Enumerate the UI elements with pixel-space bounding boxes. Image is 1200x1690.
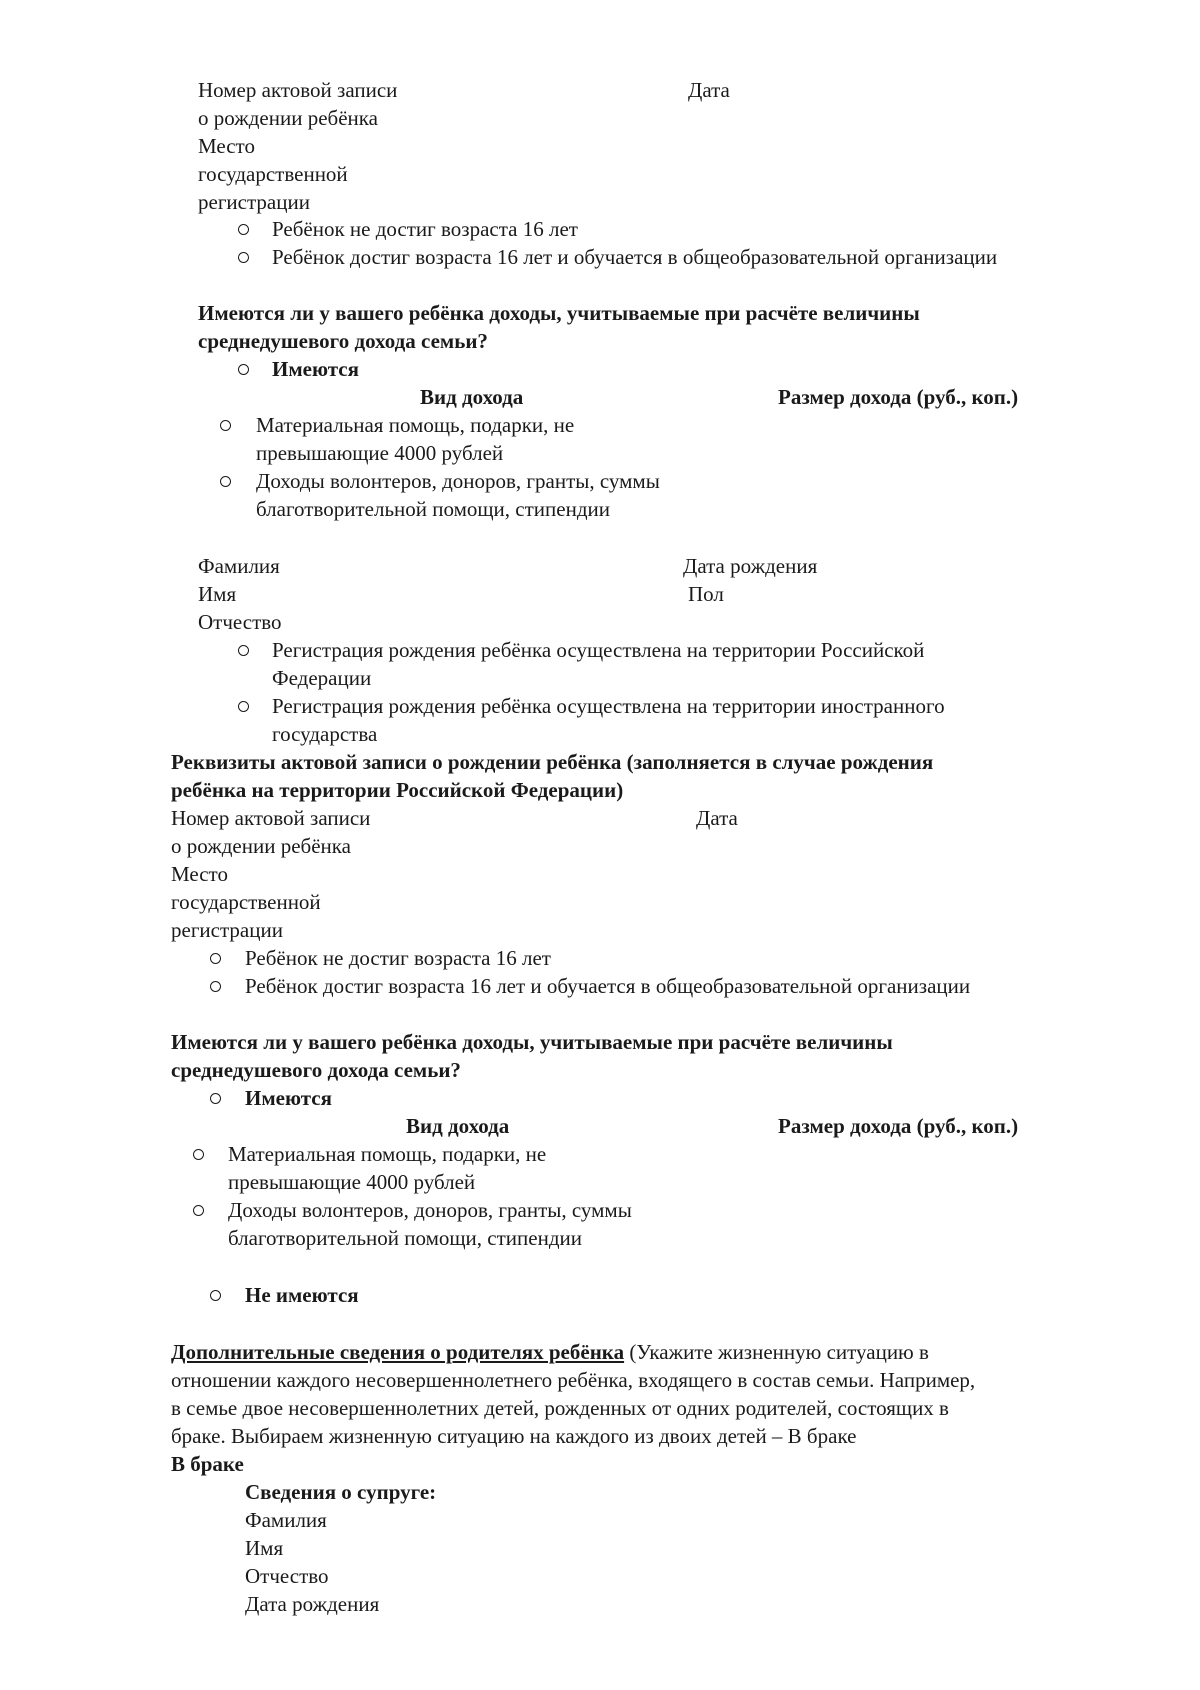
income-item: Материальная помощь, подарки, не	[256, 413, 575, 437]
married-heading: В браке	[171, 1452, 244, 1476]
parents-intro-text: (Укажите жизненную ситуацию в	[624, 1340, 929, 1364]
income-item: благотворительной помощи, стипендии	[228, 1226, 582, 1250]
income-item: превышающие 4000 рублей	[256, 441, 504, 465]
spouse-surname-label: Фамилия	[245, 1508, 327, 1532]
radio-age-over-16-student[interactable]	[210, 981, 221, 992]
parents-intro: браке. Выбираем жизненную ситуацию на каждого из двоих детей – В браке	[171, 1424, 857, 1448]
parents-intro: отношении каждого несовершеннолетнего ребёнка, входящего в состав семьи. Например,	[171, 1368, 976, 1392]
requisites-title: ребёнка на территории Российской Федерации)	[171, 778, 624, 802]
option-label: Не имеются	[245, 1283, 359, 1307]
income-type-header: Вид дохода	[406, 1114, 510, 1138]
option-label: Ребёнок достиг возраста 16 лет и обучается в общеобразовательной организации	[245, 974, 971, 998]
act-number-label: Номер актовой записи	[198, 78, 398, 102]
radio-has-income[interactable]	[238, 364, 249, 375]
income-question: среднедушевого дохода семьи?	[198, 329, 488, 353]
option-label: Ребёнок не достиг возраста 16 лет	[245, 946, 551, 970]
option-label: Регистрация рождения ребёнка осуществлена на территории иностранного	[272, 694, 945, 718]
option-label: Ребёнок не достиг возраста 16 лет	[272, 217, 578, 241]
income-amount-header: Размер дохода (руб., коп.)	[778, 385, 1019, 409]
income-item: благотворительной помощи, стипендии	[256, 497, 610, 521]
radio-age-under-16[interactable]	[238, 224, 249, 235]
surname-label: Фамилия	[198, 554, 280, 578]
radio-no-income[interactable]	[210, 1290, 221, 1301]
checkbox-income-type[interactable]	[193, 1205, 204, 1216]
place-label: Место	[198, 134, 255, 158]
income-question: Имеются ли у вашего ребёнка доходы, учитываемые при расчёте величины	[171, 1030, 893, 1054]
option-label: Имеются	[272, 357, 359, 381]
place-label: государственной	[198, 162, 348, 186]
birth-date-label: Дата рождения	[683, 554, 818, 578]
radio-age-over-16-student[interactable]	[238, 252, 249, 263]
radio-registration-russia[interactable]	[238, 645, 249, 656]
place-label: регистрации	[171, 918, 283, 942]
date-label: Дата	[696, 806, 738, 830]
income-item: превышающие 4000 рублей	[228, 1170, 476, 1194]
act-number-label: Номер актовой записи	[171, 806, 371, 830]
radio-has-income[interactable]	[210, 1093, 221, 1104]
checkbox-income-type[interactable]	[193, 1149, 204, 1160]
place-label: Место	[171, 862, 228, 886]
parents-intro: в семье двое несовершеннолетних детей, рожденных от одних родителей, состоящих в	[171, 1396, 949, 1420]
name-label: Имя	[198, 582, 237, 606]
radio-age-under-16[interactable]	[210, 953, 221, 964]
income-type-header: Вид дохода	[420, 385, 524, 409]
act-number-label: о рождении ребёнка	[171, 834, 351, 858]
option-label: Регистрация рождения ребёнка осуществлена на территории Российской	[272, 638, 925, 662]
income-question: среднедушевого дохода семьи?	[171, 1058, 461, 1082]
spouse-birth-date-label: Дата рождения	[245, 1592, 380, 1616]
income-item: Доходы волонтеров, доноров, гранты, суммы	[228, 1198, 632, 1222]
checkbox-income-type[interactable]	[220, 420, 231, 431]
spouse-patronymic-label: Отчество	[245, 1564, 329, 1588]
option-label: Федерации	[272, 666, 372, 690]
option-label: государства	[272, 722, 378, 746]
place-label: регистрации	[198, 190, 310, 214]
checkbox-income-type[interactable]	[220, 476, 231, 487]
income-item: Доходы волонтеров, доноров, гранты, суммы	[256, 469, 660, 493]
option-label: Ребёнок достиг возраста 16 лет и обучается в общеобразовательной организации	[272, 245, 998, 269]
parents-title: Дополнительные сведения о родителях ребёнка	[171, 1340, 625, 1364]
patronymic-label: Отчество	[198, 610, 282, 634]
place-label: государственной	[171, 890, 321, 914]
income-item: Материальная помощь, подарки, не	[228, 1142, 547, 1166]
date-label: Дата	[688, 78, 730, 102]
option-label: Имеются	[245, 1086, 332, 1110]
requisites-title: Реквизиты актовой записи о рождении ребёнка (заполняется в случае рождения	[171, 750, 934, 774]
sex-label: Пол	[688, 582, 724, 606]
parents-intro	[171, 1338, 929, 1366]
radio-registration-foreign[interactable]	[238, 701, 249, 712]
income-amount-header: Размер дохода (руб., коп.)	[778, 1114, 1019, 1138]
spouse-title: Сведения о супруге:	[245, 1480, 437, 1504]
income-question: Имеются ли у вашего ребёнка доходы, учитываемые при расчёте величины	[198, 301, 920, 325]
spouse-name-label: Имя	[245, 1536, 284, 1560]
act-number-label: о рождении ребёнка	[198, 106, 378, 130]
